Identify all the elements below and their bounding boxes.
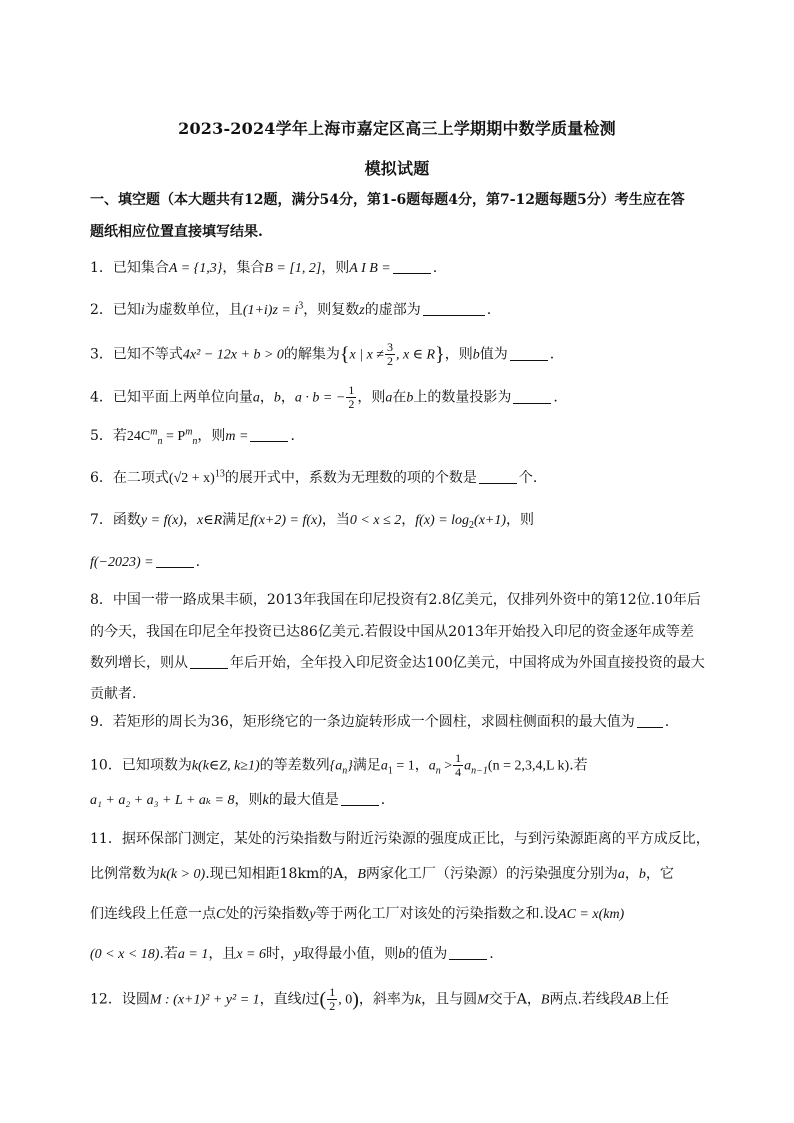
q12-text: 过 <box>305 991 320 1008</box>
question-8-cont <box>90 653 730 673</box>
q5-superscript: m <box>150 426 158 438</box>
q4-text: ，则 <box>357 389 386 406</box>
q3-var: b <box>472 347 480 363</box>
fraction-denominator: 2 <box>348 397 355 411</box>
q4-vector: a <box>252 390 260 406</box>
q11-var: C <box>216 907 226 922</box>
q11-var: y <box>309 907 316 922</box>
section-heading-cont: 题纸相应位置直接填写结果. <box>90 224 263 240</box>
question-3 <box>90 341 730 368</box>
q12-text: 两点.若线段 <box>549 991 624 1008</box>
q2-exponent: 3 <box>298 300 304 312</box>
question-11-cont <box>90 904 730 925</box>
q9-text: 9．若矩形的周长为36，矩形绕它的一条边旋转形成一个圆柱，求圆柱侧面积的最大值为 <box>90 714 635 730</box>
q12-var: B <box>540 992 550 1008</box>
document-subtitle: 模拟试题 <box>364 159 430 178</box>
q12-text: 12．设圆 <box>90 991 150 1008</box>
q2-var: i <box>140 303 145 318</box>
fraction-numerator: 1 <box>329 985 336 999</box>
q4-text: ， <box>280 389 295 406</box>
question-7 <box>90 510 730 531</box>
q2-text: 为虚数单位，且 <box>144 302 243 318</box>
q5-expr: 24C <box>126 429 151 444</box>
q1-set-b: B = [1, 2] <box>264 261 322 276</box>
question-10-cont <box>90 790 730 811</box>
q4-fraction <box>346 384 356 411</box>
q7-text: ，则 <box>506 512 535 528</box>
q2-text: ，则复数 <box>303 302 360 318</box>
q11-text: 处的污染指数 <box>225 906 310 922</box>
q12-var: l <box>301 992 306 1008</box>
q10-expr: a <box>380 758 388 774</box>
q10-expr: a <box>428 758 436 774</box>
q4-text: 在 <box>392 389 407 406</box>
q11-text: 时， <box>266 946 295 962</box>
q11-text: ，且 <box>208 946 237 962</box>
q10-subscript: n−1 <box>471 765 488 777</box>
q6-text: 6．在二项式 <box>90 470 169 486</box>
right-brace: } <box>435 343 445 366</box>
q11-text: 们连线段上任意一点 <box>90 906 216 922</box>
answer-blank[interactable] <box>510 346 548 361</box>
q2-expr: (1+i)z = i <box>242 303 299 318</box>
fraction-denominator: 2 <box>386 354 393 368</box>
question-11-cont <box>90 944 730 965</box>
q3-inequality: 4x² − 12x + b > 0 <box>182 347 284 363</box>
q12-var: k <box>414 992 422 1008</box>
q7-text: ， <box>183 512 198 528</box>
q11-text: 的值为 <box>405 946 448 962</box>
question-9 <box>90 712 730 732</box>
q7-text: 7．函数 <box>90 512 141 528</box>
q11-var: b <box>638 867 646 882</box>
q11-text: 两家化工厂（污染源）的污染强度分别为 <box>365 866 618 882</box>
q1-set-a: A = {1,3} <box>168 261 223 276</box>
q12-text: ，且与圆 <box>421 991 478 1008</box>
fraction-numerator: 1 <box>455 751 462 765</box>
q1-text: ，集合 <box>222 260 265 276</box>
q11-text: ，它 <box>645 866 674 882</box>
q10-expr: } <box>347 758 353 774</box>
q3-text: ，则 <box>444 346 473 363</box>
q7-expr: (x+1) <box>474 513 507 528</box>
q5-superscript: m <box>185 426 193 438</box>
q10-subscript: n <box>342 765 348 777</box>
question-4 <box>90 384 730 411</box>
q4-vector: b <box>406 390 414 406</box>
q6-text: 的展开式中，系数为无理数的项的个数是 <box>224 470 477 486</box>
q12-var: M <box>477 992 489 1008</box>
q7-expr: f(x+2) = f(x) <box>250 513 322 528</box>
question-12 <box>90 986 730 1013</box>
q1-text: 1．已知集合 <box>90 260 169 276</box>
answer-blank[interactable] <box>190 654 228 669</box>
q8-text: 年后开始，全年投入印尼资金达100亿美元，中国将成为外国直接投资的最大 <box>230 655 705 671</box>
fraction-denominator: 4 <box>455 765 462 779</box>
q1-text: ，则 <box>321 260 350 276</box>
q10-text: 的最大值是 <box>268 792 339 808</box>
q2-text: 2．已知 <box>90 302 141 318</box>
q10-expr: {a <box>329 758 343 774</box>
q2-var: z <box>359 303 365 318</box>
q10-subscript: n <box>435 765 441 777</box>
q5-var: m = <box>225 429 249 444</box>
q5-expr: = P <box>162 429 186 444</box>
question-5 <box>90 426 730 447</box>
q10-text: ， <box>414 757 429 774</box>
q10-text: 10．已知项数为 <box>90 757 192 774</box>
question-8: 8．中国一带一路成果丰硕，2013年我国在印尼投资有2.8亿美元，仅排列外资中的第12位.10年后 <box>90 592 701 608</box>
answer-blank[interactable] <box>513 389 551 404</box>
q8-text: 数列增长，则从 <box>90 655 188 671</box>
q4-text: 4．已知平面上两单位向量 <box>90 389 253 406</box>
q9-end: . <box>664 714 670 730</box>
q7-expr: f(x) = log <box>415 513 470 528</box>
q5-text: 5．若 <box>90 428 127 444</box>
q7-end: . <box>195 554 201 570</box>
question-6 <box>90 468 730 489</box>
q4-vector: b <box>273 390 281 406</box>
q7-log-base: 2 <box>469 519 475 531</box>
question-11-cont <box>90 864 730 885</box>
q4-text: 上的数量投影为 <box>413 389 512 406</box>
q2-text: 的虚部为 <box>364 302 421 318</box>
q11-expr: AC = x(km) <box>558 907 625 922</box>
q1-end: . <box>432 260 438 276</box>
document-title: 2023-2024学年上海市嘉定区高三上学期期中数学质量检测 <box>178 119 616 138</box>
q11-text: 取得最小值，则 <box>300 946 399 962</box>
q10-text: 满足 <box>352 757 381 774</box>
q11-var: y <box>294 947 301 962</box>
q3-text: 值为 <box>479 346 508 363</box>
q10-expr: (n = 2,3,4,L k) <box>487 758 570 774</box>
q3-set: , x ∈ R <box>395 347 436 363</box>
q4-expr: a · b = − <box>294 390 346 406</box>
left-paren: ( <box>319 988 327 1011</box>
q10-text: 的等差数列 <box>259 757 330 774</box>
q10-fraction <box>453 752 463 779</box>
q7-expr: y = f(x) <box>140 513 184 528</box>
q11-var: a <box>617 867 625 882</box>
left-brace: { <box>339 343 350 366</box>
q11-text: .现已知相距18km的A， <box>205 866 358 882</box>
q5-end: . <box>290 428 295 444</box>
q7-expr: x∈R <box>197 513 223 528</box>
q12-var: AB <box>623 992 642 1008</box>
q10-end: . <box>380 792 386 808</box>
q5-subscript: n <box>157 435 163 447</box>
q2-end: . <box>486 302 492 318</box>
section-heading: 一、填空题（本大题共有12题，满分54分，第1-6题每题4分，第7-12题每题5分）考生应在答 <box>90 192 685 208</box>
q11-text: .若 <box>159 946 178 962</box>
q10-expr: > <box>440 758 453 774</box>
fraction-numerator: 1 <box>348 383 355 397</box>
answer-blank[interactable] <box>393 259 431 274</box>
question-8-cont: 贡献者. <box>90 686 137 702</box>
q11-expr: a = 1 <box>177 947 209 962</box>
q10-var: k <box>262 793 269 808</box>
q3-fraction <box>385 341 395 368</box>
answer-blank[interactable] <box>250 427 288 442</box>
question-11: 11．据环保部门测定，某处的污染指数与附近污染源的强度成正比，与到污染源距离的平方成反比， <box>90 831 710 847</box>
question-10 <box>90 752 730 779</box>
q10-expr: a₁ + a₂ + a₃ + L + aₖ = 8 <box>90 793 235 808</box>
q4-vector: a <box>385 390 393 406</box>
right-paren: ) <box>352 988 359 1011</box>
q12-text: ，斜率为 <box>358 991 415 1008</box>
q12-text: 上任 <box>641 991 670 1008</box>
q7-text: ，当 <box>321 512 350 528</box>
q3-end: . <box>549 346 555 363</box>
q7-expr: 0 < x ≤ 2 <box>349 513 402 528</box>
q6-end: 个. <box>518 470 538 486</box>
q10-expr: = 1 <box>392 758 415 774</box>
q3-text: 3．已知不等式 <box>90 346 183 363</box>
q12-expr: M : (x+1)² + y² = 1 <box>149 992 260 1008</box>
q10-expr: a <box>464 758 472 774</box>
answer-blank[interactable] <box>156 553 194 568</box>
q11-text: ， <box>624 866 639 882</box>
q12-text: 交于A， <box>488 991 541 1008</box>
fraction-numerator: 3 <box>386 340 393 354</box>
question-8-cont: 的今天，我国在印尼全年投资已达86亿美元.若假设中国从2013年开始投入印尼的资金逐年成等差 <box>90 624 694 640</box>
q7-text: ， <box>401 512 416 528</box>
q10-text: ，则 <box>234 792 263 808</box>
answer-blank[interactable] <box>341 791 379 806</box>
fraction-denominator: 2 <box>329 999 336 1013</box>
answer-blank[interactable] <box>479 469 517 484</box>
q11-expr: (0 < x < 18) <box>90 947 160 962</box>
q6-expr: (√2 + x) <box>168 471 215 486</box>
q11-var: B <box>357 867 366 882</box>
q3-text: 的解集为 <box>283 346 340 363</box>
q5-text: ，则 <box>197 428 226 444</box>
q5-subscript: n <box>192 435 198 447</box>
question-1 <box>90 258 730 279</box>
q12-text: ，直线 <box>259 991 302 1008</box>
q11-var: b <box>398 947 406 962</box>
q12-expr: , 0 <box>338 992 353 1008</box>
q4-end: . <box>553 389 558 406</box>
q11-expr: x = 6 <box>236 947 267 962</box>
q6-exponent: 13 <box>214 468 225 480</box>
q10-text: .若 <box>569 757 588 774</box>
q7-text: 满足 <box>222 512 251 528</box>
q10-expr: k(k∈Z, k≥1) <box>191 758 260 774</box>
q11-expr: k(k > 0) <box>160 867 206 882</box>
answer-blank[interactable] <box>423 301 485 316</box>
q7-expr: f(−2023) = <box>90 555 154 570</box>
q11-text: 等于两化工厂对该处的污染指数之和.设 <box>315 906 559 922</box>
q11-text: 比例常数为 <box>90 866 160 882</box>
q11-end: . <box>489 946 494 962</box>
q3-set: x | x ≠ <box>349 347 384 363</box>
q1-expr: A I B = <box>349 261 391 276</box>
q10-subscript: 1 <box>387 765 393 777</box>
answer-blank[interactable] <box>637 713 663 728</box>
q12-fraction <box>327 986 337 1013</box>
answer-blank[interactable] <box>449 945 487 960</box>
q4-text: ， <box>259 389 274 406</box>
question-7-cont <box>90 552 730 573</box>
question-2 <box>90 300 730 321</box>
